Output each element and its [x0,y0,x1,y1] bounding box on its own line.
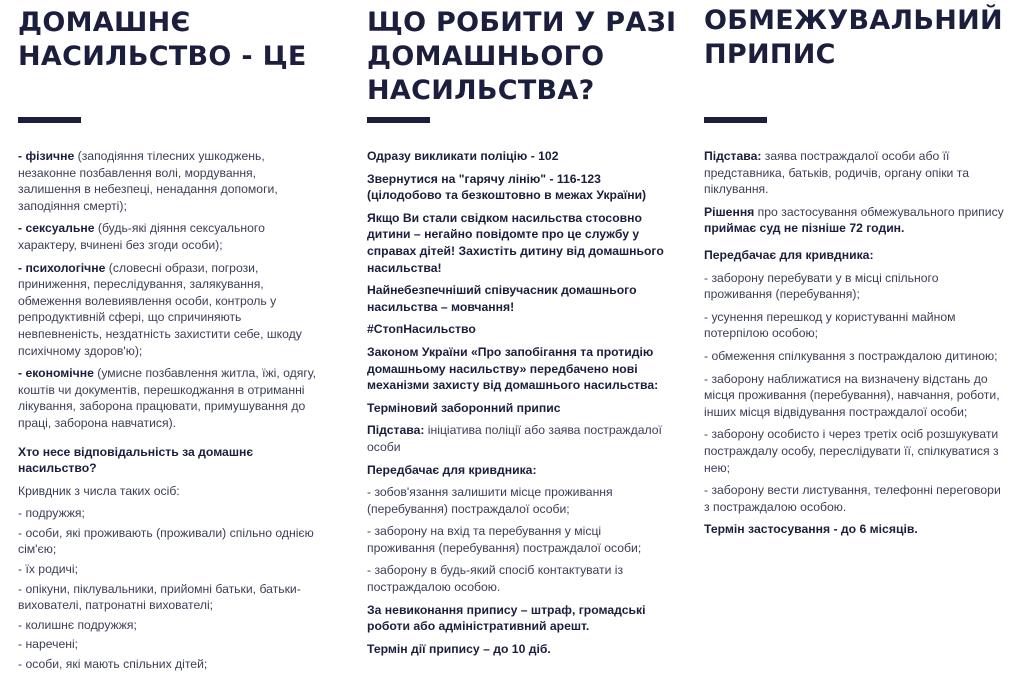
column-what-to-do [367,0,677,656]
heading-line: НАСИЛЬСТВО - ЦЕ [18,41,307,72]
heading-divider [367,117,430,123]
offender-item: - особи, які мають спільних дітей; [18,657,208,672]
heading-domestic-violence [18,6,318,74]
heading-line: ЩО РОБИТИ У РАЗІ [367,7,677,38]
provision-item: - заборону особисто і через третіх осіб розшукувати постраждалу особу, переслідувати її, спілкуватися з нею; [704,427,999,475]
silence-text: Найнебезпечніший співучасник домашнього насильства – мовчання! [367,283,637,314]
provision-item: - заборону вести листування, телефонні переговори з постраждалою особою. [704,483,1001,514]
heading-line: НАСИЛЬСТВА? [367,75,595,106]
provision-item: - заборону наближатися на визначену відстань до місця проживання (перебування), навчання, роботи, інших місця відвідування постраждалої особи; [704,371,1000,419]
law-text: Законом України «Про запобігання та протидію домашньому насильству» передбачено нові механізми захисту від домашнього насильства: [367,344,659,393]
heading-restraining-order [704,4,1004,72]
urgent-order-title: Терміновий заборонний припис [367,400,561,415]
offenders-intro: Кривдник з числа таких осіб: [18,483,180,498]
column-restraining-order [704,0,1004,537]
heading-line: ДОМАШНЬОГО [367,41,605,72]
provision-item: - обмеження спілкування з постраждалою дитиною; [704,348,998,363]
urgent-order-basis: Підстава: ініціатива поліції або заява постраждалої особи [367,423,662,454]
provision-item: - заборону перебувати у в місці спільного проживання (перебування); [704,270,939,302]
penalty-text: За невиконання припису – штраф, громадські роботи або адміністративний арешт. [367,602,646,634]
provision-item: - заборону на вхід та перебування у місці проживання (перебування) постраждалої особи; [367,524,642,555]
violence-type-sexual: - сексуальне (будь-які діяння сексуального характеру, вчинені без згоди особи); [18,221,265,252]
column-body [367,148,667,663]
provision-item: - зобов'язання залишити місце проживання (перебування) постраждалої особи; [367,485,613,516]
violence-type-psychological: - психологічне (словесні образи, погрози, приниження, переслідування, залякування, обмеження волевиявлення особи, контроль у репродуктивній сфері, що спричиняють невпевненість, нездатність захистити себе, шкоду психічному здоров'ю); [18,260,302,358]
call-police-text: Одразу викликати поліцію - 102 [367,149,559,163]
restraining-order-term: Термін застосування - до 6 місяців. [704,522,918,537]
heading-divider [18,117,81,123]
provision-item: - усунення перешкод у користуванні майном потерпілою особою; [704,309,956,341]
heading-divider [704,117,767,123]
offender-item: - опікуни, піклувальники, прийомні батьки, батьки-вихователі, патронатні вихователі; [18,581,301,613]
offender-item: - колишнє подружжя; [18,617,137,632]
restraining-order-decision: Рішення про застосування обмежувального припису приймає суд не пізніше 72 годин. [704,204,1004,236]
provision-item: - заборону в будь-який спосіб контактувати із постраждалою особою. [367,563,624,595]
column-body [18,148,318,676]
heading-line: ПРИПИС [704,39,836,70]
offender-item: - особи, які проживають (проживали) спільно однією сім'єю; [18,525,314,557]
responsibility-title: Хто несе відповідальність за домашнє насильство? [18,444,254,476]
violence-type-economic: - економічне (умисне позбавлення житла, їжі, одягу, коштів чи документів, перешкоджання в отриманні лікування, заборона працювати, примушування до праці, заборона навчатися). [18,366,317,430]
column-body [704,148,1004,544]
restraining-order-basis: Підстава: заява постраждалої особи або її представника, батьків, родичів, органу опіки та піклування. [704,149,969,197]
child-witness-text: Якщо Ви стали свідком насильства стосовно дитини – негайно повідомте про це службу у справах дітей! Захистіть дитину від домашнього насильства! [367,210,664,275]
urgent-order-term: Термін дії припису – до 10 діб. [367,641,551,656]
offender-item: - подружжя; [18,506,85,521]
heading-line: ОБМЕЖУВАЛЬНИЙ [704,5,1003,36]
urgent-order-provides-title: Передбачає для кривдника: [367,462,537,477]
heading-what-to-do [367,6,677,108]
restraining-order-provides-title: Передбачає для кривдника: [704,247,874,262]
offender-item: - наречені; [18,637,79,652]
hashtag-text: #СтопНасильство [367,322,476,337]
heading-line: ДОМАШНЄ [18,7,191,38]
column-domestic-violence [18,0,318,672]
hotline-text: Звернутися на "гарячу лінію" - 116-123 (цілодобово та безкоштовно в межах України) [367,171,647,203]
violence-type-physical: - фізичне (заподіяння тілесних ушкоджень, незаконне позбавлення волі, мордування, залишення в небезпеці, ненадання допомоги, заподіяння смерті); [18,149,278,213]
offender-item: - їх родичі; [18,562,78,577]
